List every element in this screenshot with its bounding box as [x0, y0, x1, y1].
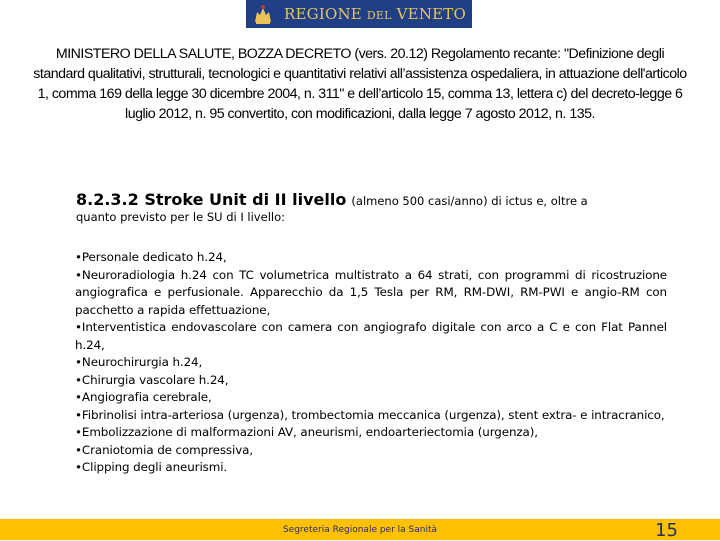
list-item: •Neurochirurgia h.24,	[75, 355, 203, 369]
section-heading	[76, 190, 656, 224]
list-item: •Chirurgia vascolare h.24,	[75, 372, 229, 387]
document-header: MINISTERO DELLA SALUTE, BOZZA DECRETO (vers. 20.12) Regolamento recante: "Definizione degli standard qualitativi, strutturali, tecnologici e quantitativi relativi all’assistenza ospedaliera, in attuazione dell'articolo 1, comma 169 della legge 30 dicembre 2004, n. 311" e dell’articolo 15, comma 13, lettera c) del decreto-legge 6 luglio 2012, n. 95 convertito, con modificazioni, dalla legge 7 agosto 2012, n. 135.	[33, 46, 687, 122]
list-item: •Craniotomia de compressiva,	[75, 442, 254, 457]
lion-crest-icon	[250, 1, 276, 27]
list-item: •Neuroradiologia h.24 con TC volumetrica multistrato a 64 strati, con programmi di ricostruzione angiografica e perfusionale. Apparecchio da 1,5 Tesla per RM, RM-DWI, RM-PWI e angio-RM con pacchetto a rapida effettuazione,	[75, 267, 667, 317]
list-item: •Fibrinolisi intra-arteriosa (urgenza), trombectomia meccanica (urgenza), stent extra- e intracranico,	[75, 407, 665, 422]
list-item: •Angiografia cerebrale,	[75, 390, 212, 404]
list-item: •Personale dedicato h.24,	[75, 250, 227, 264]
list-item: •Embolizzazione di malformazioni AV, aneurismi, endoarteriectomia (urgenza),	[75, 425, 538, 439]
list-item: •Interventistica endovascolare con camera con angiografo digitale con arco a C e con Flat Pannel h.24,	[75, 320, 667, 352]
section-title: 8.2.3.2 Stroke Unit di II livello	[76, 190, 347, 209]
section-subtitle-line2: quanto previsto per le SU di I livello:	[76, 210, 285, 224]
requirements-list	[75, 249, 667, 477]
footer-text: Segreteria Regionale per la Sanità	[282, 525, 438, 535]
footer-bar	[0, 519, 720, 540]
logo-text: REGIONE DEL VENETO	[284, 5, 466, 23]
regione-veneto-logo	[246, 0, 472, 28]
section-subtitle: (almeno 500 casi/anno) di ictus e, oltre a	[351, 194, 588, 208]
page-number: 15	[655, 520, 678, 541]
list-item: •Clipping degli aneurismi.	[75, 460, 228, 474]
